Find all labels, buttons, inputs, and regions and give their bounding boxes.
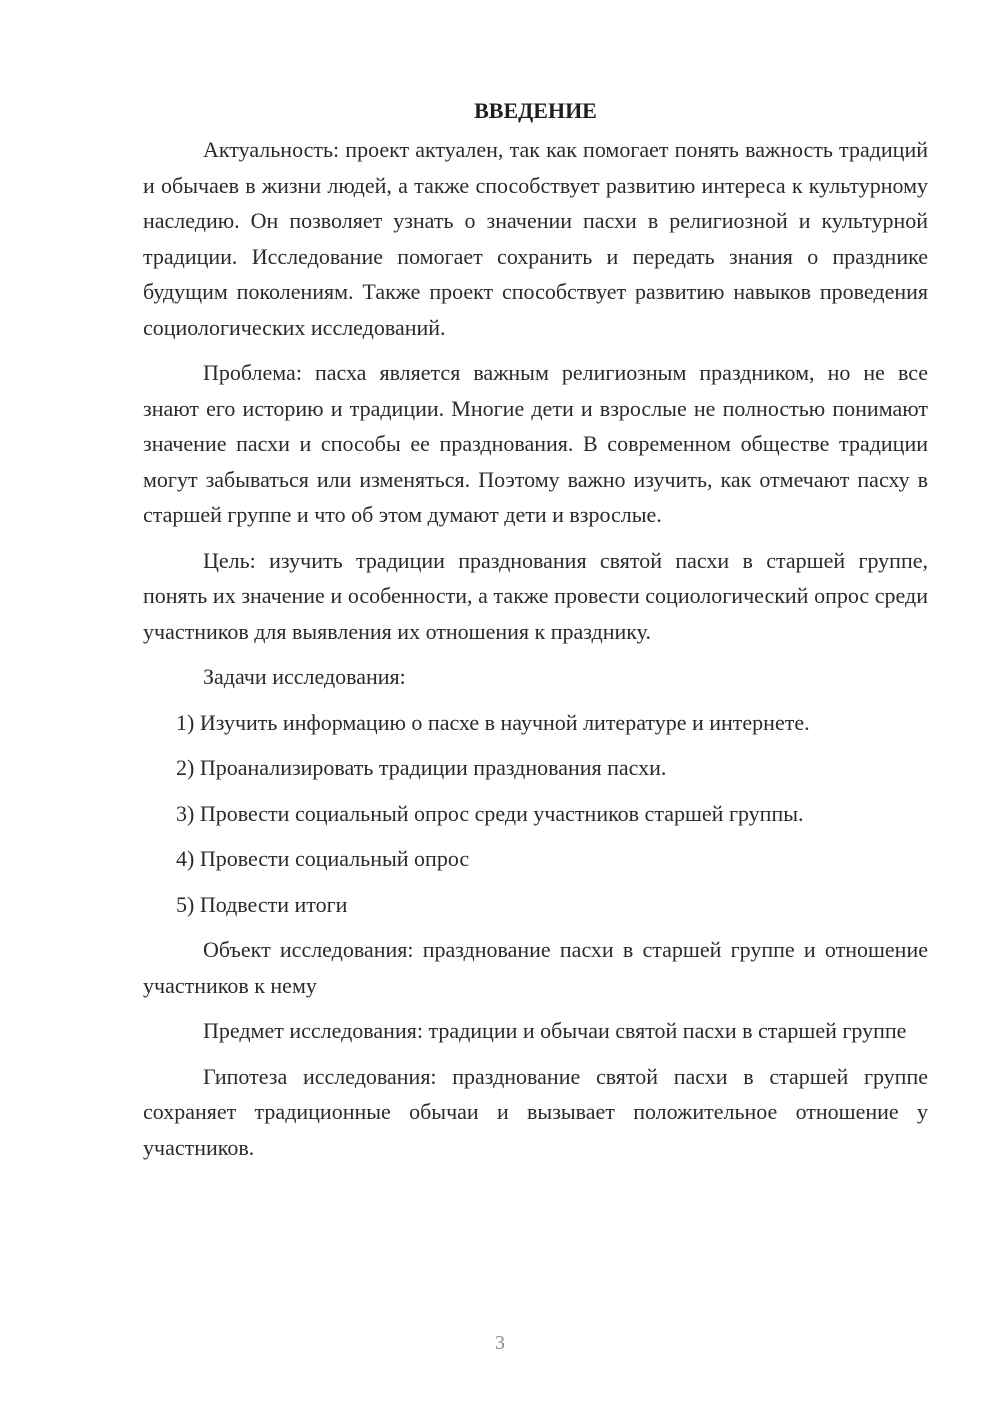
relevance-paragraph: Актуальность: проект актуален, так как помогает понять важность традиций и обычаев в жизни людей, а также способствует развитию интереса к культурному наследию. Он позволяет узнать о значении пасхи в религиозной и культурной традиции. Исследование помогает сохранить и передать знания о празднике будущим поколениям. Также проект способствует развитию навыков проведения социологических исследований. <box>143 137 928 340</box>
object-paragraph: Объект исследования: празднование пасхи в старшей группе и отношение участников к нему <box>143 937 928 998</box>
tasks-title: Задачи исследования: <box>203 664 406 689</box>
task-item: 4) Провести социальный опрос <box>176 846 470 871</box>
task-item: 3) Провести социальный опрос среди участников старшей группы. <box>176 800 804 826</box>
hypothesis-paragraph: Гипотеза исследования: празднование святой пасхи в старшей группе сохраняет традиционные обычаи и вызывает положительное отношение у участников. <box>143 1063 928 1160</box>
page-number: 3 <box>495 1332 505 1354</box>
task-item: 1) Изучить информацию о пасхе в научной литературе и интернете. <box>176 709 810 735</box>
subject-paragraph: Предмет исследования: традиции и обычаи святой пасхи в старшей группе <box>203 1018 907 1043</box>
goal-paragraph: Цель: изучить традиции празднования святой пасхи в старшей группе, понять их значение и особенности, а также провести социологический опрос среди участников для выявления их отношения к празднику. <box>143 547 928 644</box>
page-content <box>143 96 928 1175</box>
problem-paragraph: Проблема: пасха является важным религиозным праздником, но не все знают его историю и традиции. Многие дети и взрослые не полностью понимают значение пасхи и способы ее празднования. В современном обществе традиции могут забываться или изменяться. Поэтому важно изучить, как отмечают пасху в старшей группе и что об этом думают дети и взрослые. <box>143 360 928 527</box>
task-item: 2) Проанализировать традиции празднования пасхи. <box>176 755 667 780</box>
task-item: 5) Подвести итоги <box>176 891 348 917</box>
section-heading: ВВЕДЕНИЕ <box>474 98 597 123</box>
